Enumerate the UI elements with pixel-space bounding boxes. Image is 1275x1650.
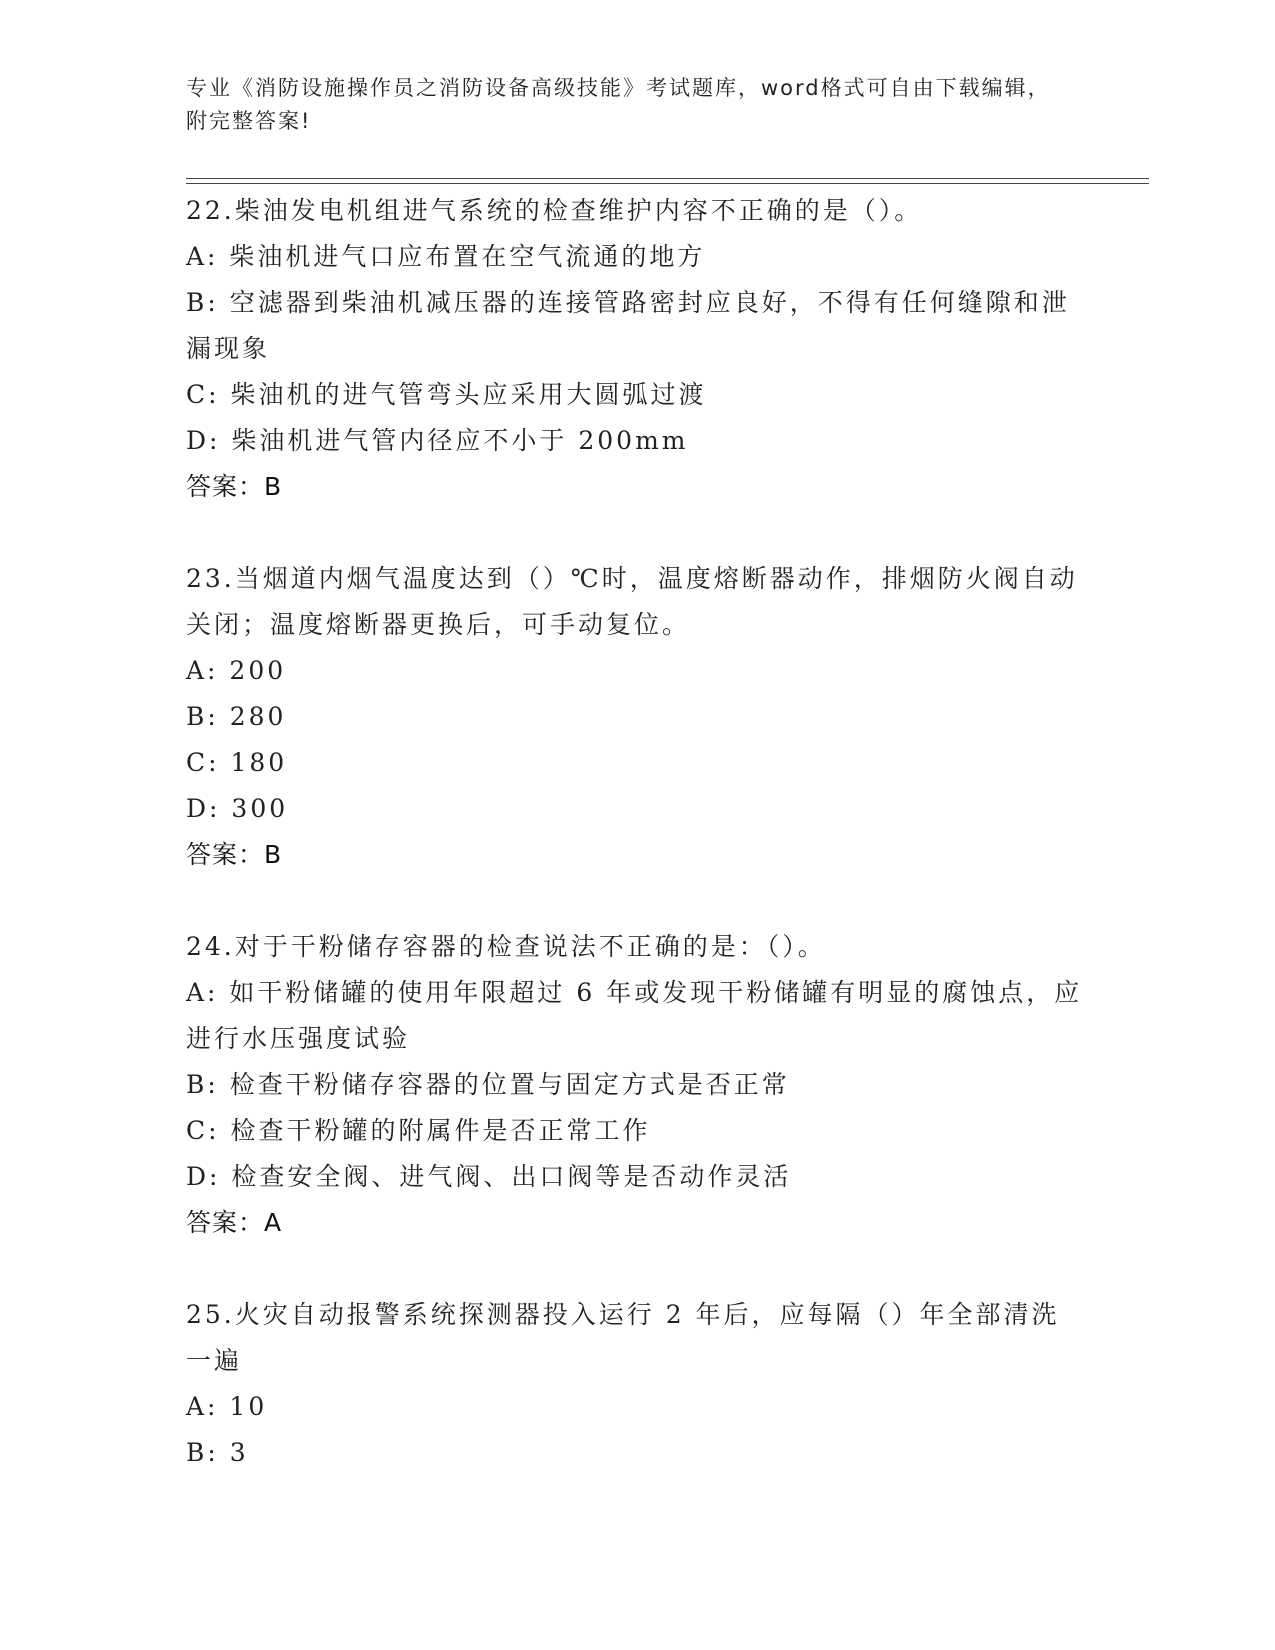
document-header-intro: 专业《消防设施操作员之消防设备高级技能》考试题库，word格式可自由下载编辑，附完整答案! [186, 76, 1051, 133]
option-a: A: 如干粉储罐的使用年限超过 6 年或发现干粉储罐有明显的腐蚀点，应进行水压强度试验 [186, 978, 1083, 1053]
header-divider-top [186, 178, 1149, 179]
option-a: A: 200 [186, 656, 287, 685]
question-stem: 25.火灾自动报警系统探测器投入运行 2 年后，应每隔（）年全部清洗一遍 [186, 1300, 1060, 1375]
option-c: C: 柴油机的进气管弯头应采用大圆弧过渡 [186, 380, 707, 409]
answer-line: 答案：B [186, 840, 283, 869]
header-divider-bottom [186, 183, 1149, 184]
question-25 [186, 1292, 1086, 1476]
option-d: D: 柴油机进气管内径应不小于 200mm [186, 426, 689, 455]
answer-line: 答案：B [186, 472, 283, 501]
answer-line: 答案：A [186, 1208, 283, 1237]
option-b: B: 空滤器到柴油机减压器的连接管路密封应良好，不得有任何缝隙和泄漏现象 [186, 288, 1070, 363]
question-stem: 24.对于干粉储存容器的检查说法不正确的是：（）。 [186, 932, 826, 961]
question-stem: 23.当烟道内烟气温度达到（）℃时，温度熔断器动作，排烟防火阀自动关闭；温度熔断器更换后，可手动复位。 [186, 564, 1078, 639]
option-a: A: 柴油机进气口应布置在空气流通的地方 [186, 242, 706, 271]
option-d: D: 300 [186, 794, 289, 823]
question-list [186, 188, 1086, 1522]
option-d: D: 检查安全阀、进气阀、出口阀等是否动作灵活 [186, 1162, 792, 1191]
option-c: C: 检查干粉罐的附属件是否正常工作 [186, 1116, 651, 1145]
question-22 [186, 188, 1086, 510]
option-c: C: 180 [186, 748, 288, 777]
question-stem: 22.柴油发电机组进气系统的检查维护内容不正确的是（）。 [186, 196, 923, 225]
question-24 [186, 924, 1086, 1246]
question-23 [186, 556, 1086, 878]
option-b: B: 3 [186, 1438, 249, 1467]
option-b: B: 检查干粉储存容器的位置与固定方式是否正常 [186, 1070, 790, 1099]
option-b: B: 280 [186, 702, 287, 731]
option-a: A: 10 [186, 1392, 268, 1421]
